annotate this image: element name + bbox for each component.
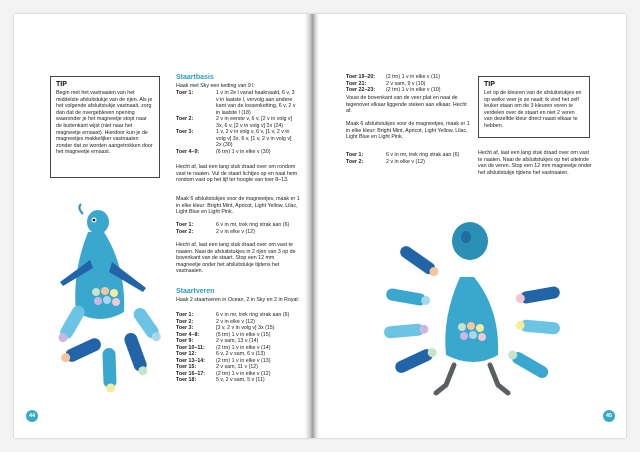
pattern-row: Toer 1: 6 v in mr, trek ring strak aan (6) — [176, 312, 290, 318]
pattern-row: Toer 3: [3 v, 2 v in volg v] 3x (15) — [176, 325, 275, 331]
tip-title: TIP — [56, 81, 67, 88]
pattern-row: Toer 15: 2 v sam, 11 v (12) — [176, 364, 258, 370]
staartveren-intro: Haak 2 staartveren in Ocean, 2 in Sky en 2 in Royal: — [176, 297, 300, 303]
pattern-row: Toer 2: 2 v in eerste v, 6 v, [2 v in volg v] 3x, 6 v, [2 v in volg v] 2x (24) — [176, 116, 293, 129]
tip-title: TIP — [484, 81, 495, 88]
tip-box-left — [50, 76, 160, 178]
caps-intro-right: Maak 6 afsluitstukjes voor de magneetjes, maak er 1 in elke kleur: Bright Mint, Apricot, Light Yellow, Lilac, Light Blue en Light Pink. — [346, 121, 470, 140]
pattern-row: Toer 22–23: (2 trn) 1 v in elke v (10) — [346, 87, 441, 93]
staartveren-rows — [176, 312, 300, 384]
pattern-row: Toer 1: 6 v in mr, trek ring strak aan (6) — [346, 152, 460, 158]
pattern-row: Toer 10–11: (2 trn) 1 v in elke v (14) — [176, 344, 271, 351]
pattern-row: Toer 2: 2 v in elke v (12) — [176, 318, 255, 325]
staartbasis-after: Hecht af, laat een lang stuk draad over om rondom vast te naaien. Vul de staart lichtjes op en naai hem rondom vast op het lijf ter hoogte van toer 8–13. — [176, 164, 298, 183]
heading-staartbasis: Staartbasis — [176, 74, 214, 81]
heading-staartveren: Staartveren — [176, 288, 215, 295]
staartbasis-rows — [176, 90, 298, 155]
after-top-right: Vouw de bovenkant van de veer plat en naai de tegenover elkaar liggende steken aan elkaar. Hecht af. — [346, 95, 467, 114]
tip-text: Begin met het vastnaaien van het middelste afsluitstukje van de rijen. Als je het volgende afsluitstukje vastnaait, zorg dan dat de overgebleven opening waaronder je het magneetje stopt naar de buitenkant wijst (niet naar het magneetje ernaast). Hierdoor kun je de magneetjes makkelijker vastnaaien zonder dat ze worden aangetrokken door het magneetje ernaast. — [56, 90, 153, 156]
pattern-row: Toer 4–9: (6 trn) 1 v in elke v (30) — [176, 148, 271, 155]
pattern-row: Toer 1: 6 v in mr, trek ring strak aan (6) — [176, 222, 290, 228]
pattern-row: Toer 9: 2 v sam, 13 v (14) — [176, 338, 259, 344]
after-tip-right: Hecht af, laat een lang stuk draad over om vast te naaien. Naai de afsluitstukjes op het uiteinde van de veren. Stop een 12 mm magneetje onder het afsluitstukje tijdens het vastnaaien. — [478, 150, 592, 176]
pattern-row: Toer 21: 2 v sam, 9 v (10) — [346, 80, 426, 87]
pattern-row: Toer 18: 5 v, 2 v sam, 5 v (11) — [176, 377, 265, 383]
pattern-row: Toer 2: 2 v in elke v (12) — [176, 228, 255, 235]
staartbasis-intro: Haak met Sky een ketting van 9 l: — [176, 83, 255, 89]
peacock-photo-left — [50, 200, 170, 400]
pattern-row: Toer 16–17: (2 trn) 1 v in elke v (12) — [176, 370, 271, 377]
pattern-row: Toer 12: 6 v, 2 v sam, 6 v (13) — [176, 351, 266, 357]
tip-box-right — [478, 76, 590, 138]
pattern-row: Toer 3: 1 v, 2 v in volg v, 6 v, [1 v, 2 v in volg v] 3x, 6 v, [1 v, 2 v in volg v] 2x (30) — [176, 129, 292, 148]
caps-intro-left: Maak 6 afsluitstukjes voor de magneetjes, maak er 1 in elke kleur: Bright Mint, Apricot, Light Yellow, Lilac, Light Blue en Light Pink. — [176, 196, 300, 215]
pattern-row: Toer 1: 1 v in 2e l vanaf haaknaald, 6 v, 3 v in laatste l, vervolg aan andere kant van de lossenketting, 6 v, 2 v in laatste l (18) — [176, 90, 296, 116]
rows-top-right — [346, 74, 470, 94]
page-number-right: 45 — [603, 410, 615, 422]
page-number-left: 44 — [26, 410, 38, 422]
book-gutter — [305, 14, 319, 438]
caps-after-left: Hecht af, laat een lang stuk draad over om vast te naaien. Naai de afsluitstukjes in 2 rijen van 3 op de bovenkant van de staart. Stop een 12 mm magneetje onder het afsluitstukje tijdens het vastnaaien. — [176, 242, 296, 274]
caps-rows-right — [346, 152, 470, 165]
tip-text: Let op de kleuren van de afsluitstukjes en op welke veer je ze naait; ik vind het zelf leuker staan om de 3 kleuren veren te verdelen over de staart en niet 2 veren van dezelfde kleur direct naast elkaar te hebben. — [484, 90, 582, 129]
pattern-row: Toer 2: 2 v in elke v (12) — [346, 158, 425, 165]
pattern-row: Toer 13–14: (2 trn) 1 v in elke v (13) — [176, 357, 271, 364]
pattern-row: Toer 19–20: (2 trn) 1 v in elke v (11) — [346, 74, 441, 80]
pattern-row: Toer 4–8: (5 trn) 1 v in elke v (15) — [176, 331, 271, 338]
peacock-parts-photo-right — [380, 215, 580, 405]
caps-rows-left — [176, 222, 300, 235]
